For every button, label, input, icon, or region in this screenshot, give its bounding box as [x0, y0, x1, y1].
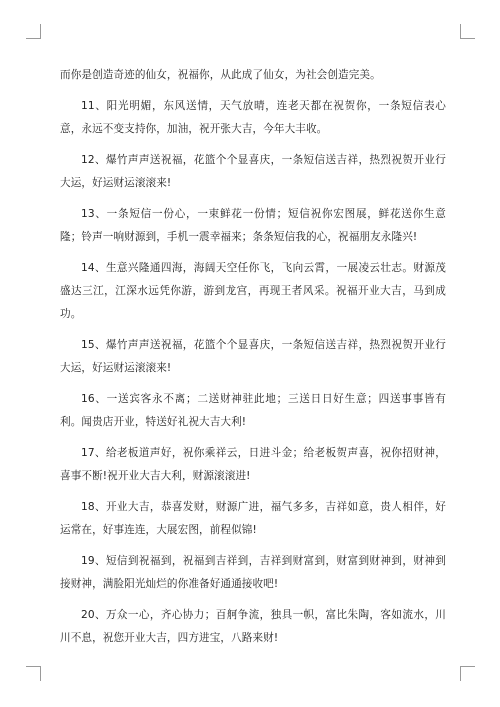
- paragraph-continuation: 而你是创造奇迹的仙女，祝福你，从此成了仙女，为社会创造完美。: [60, 69, 381, 81]
- paragraph-12: 12、爆竹声声送祝福，花篮个个显喜庆，一条短信送吉祥，热烈祝贺开业行大运，好运财运滚滚来!: [60, 154, 446, 189]
- paragraph-13: 13、一条短信一份心，一束鲜花一份情；短信祝你宏图展，鲜花送你生意隆；铃声一响财源到，手机一震幸福来；条条短信我的心，祝福朋友永隆兴!: [60, 208, 446, 243]
- document-body: [60, 64, 446, 650]
- crop-mark-top-right: [460, 24, 475, 39]
- paragraph-14: 14、生意兴隆通四海，海阔天空任你飞，飞向云霄，一展凌云壮志。财源茂盛达三江，江深水远凭你游，游到龙宫，再现王者风采。祝福开业大吉，马到成功。: [60, 262, 446, 320]
- crop-mark-top-left: [26, 24, 41, 39]
- paragraph-19: 19、短信到祝福到，祝福到吉祥到，吉祥到财富到，财富到财神到，财神到接财神，满脸阳光灿烂的你准备好通通接收吧!: [60, 555, 446, 590]
- paragraph-15: 15、爆竹声声送祝福，花篮个个显喜庆，一条短信送吉祥，热烈祝贺开业行大运，好运财运滚滚来!: [60, 339, 446, 374]
- paragraph-20: 20、万众一心，齐心协力；百舸争流，独具一帜，富比朱陶，客如流水，川川不息，祝您开业大吉，四方进宝，八路来财!: [60, 609, 446, 644]
- paragraph-16: 16、一送宾客永不离；二送财神驻此地；三送日日好生意；四送事事皆有利。闻贵店开业，特送好礼祝大吉大利!: [60, 393, 446, 428]
- paragraph-11: 11、阳光明媚，东风送情，天气放晴，连老天都在祝贺你，一条短信表心意，永远不变支持你，加油，祝开张大吉，今年大丰收。: [60, 100, 446, 135]
- paragraph-18: 18、开业大吉，恭喜发财，财源广进，福气多多，吉祥如意，贵人相伴，好运常在，好事连连，大展宏图，前程似锦!: [60, 501, 446, 536]
- paragraph-17: 17、给老板道声好，祝你乘祥云，日进斗金；给老板贺声喜，祝你招财神，喜事不断!祝开业大吉大利，财源滚滚进!: [60, 447, 446, 482]
- crop-mark-bottom-left: [26, 666, 41, 681]
- crop-mark-bottom-right: [460, 666, 475, 681]
